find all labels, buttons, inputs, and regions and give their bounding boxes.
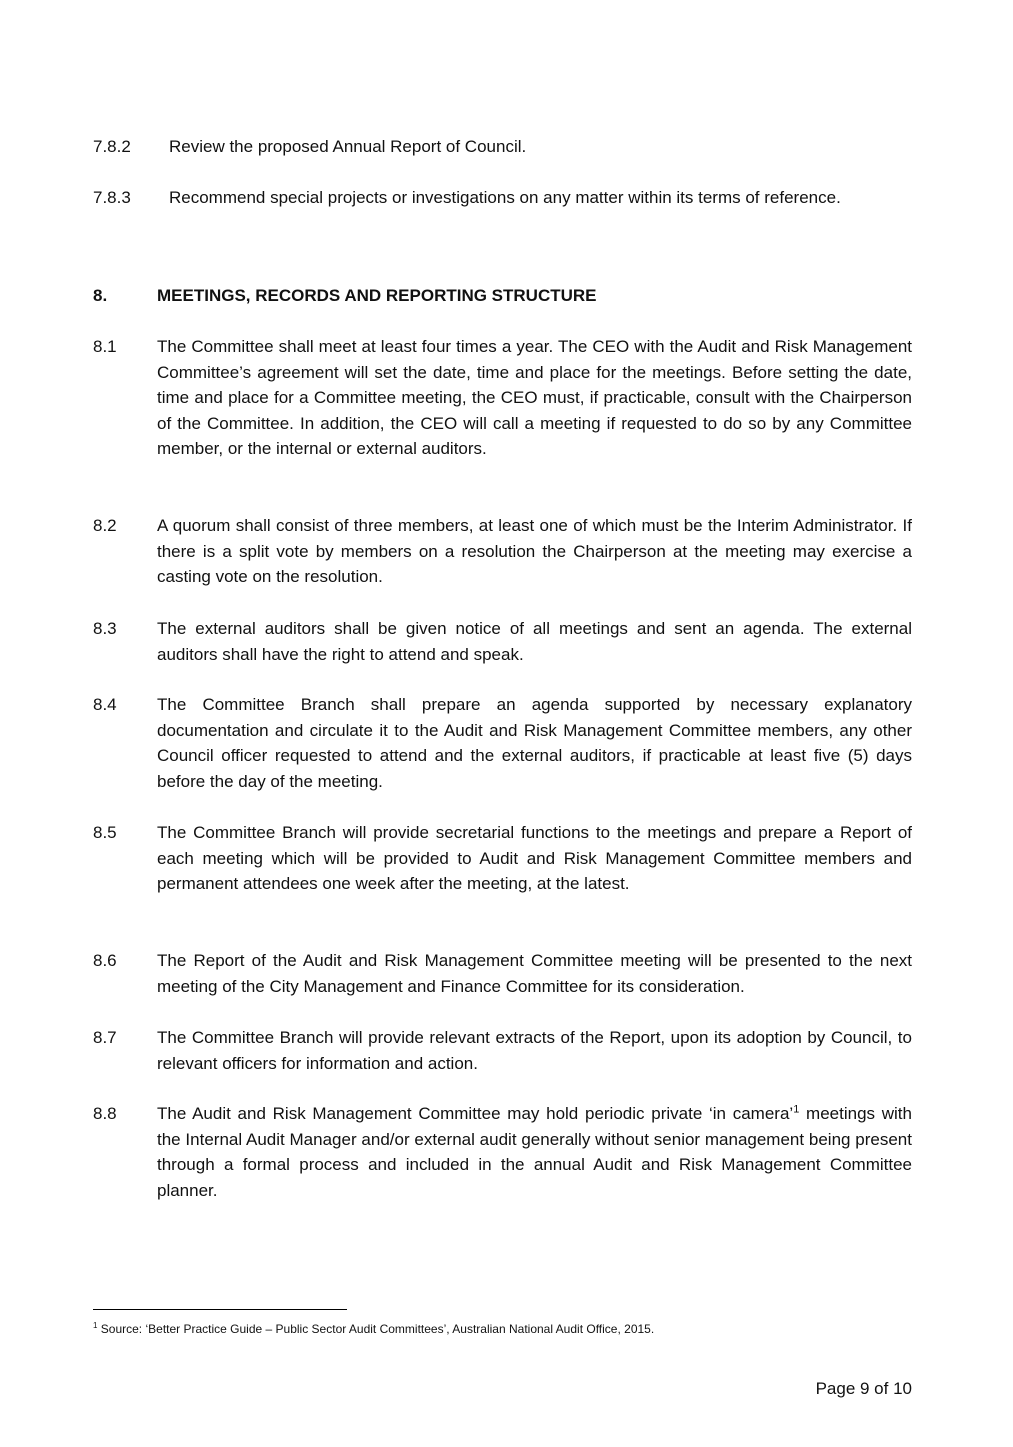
clause-number: 7.8.2 xyxy=(93,137,131,156)
clause-number: 8.5 xyxy=(93,823,117,842)
clause-number: 8.4 xyxy=(93,695,117,714)
footnote-text: Source: ‘Better Practice Guide – Public Sector Audit Committees’, Australian National Audit Office, 2015. xyxy=(97,1322,655,1336)
clause-number: 8.7 xyxy=(93,1028,117,1047)
clause-text: Recommend special projects or investigations on any matter within its terms of reference. xyxy=(169,188,841,207)
footnote-reference: 1 xyxy=(793,1103,800,1116)
clause-number: 8.2 xyxy=(93,516,117,535)
clause-text: The Committee Branch will provide relevant extracts of the Report, upon its adoption by Council, to relevant officers for information and action. xyxy=(157,1028,912,1073)
footnote-divider xyxy=(93,1309,347,1310)
clause-text: The Committee Branch will provide secretarial functions to the meetings and prepare a Report of each meeting which will be provided to Audit and Risk Management Committee members and permanent attendees one week after the meeting, at the latest. xyxy=(157,823,912,894)
clause-number: 8.6 xyxy=(93,951,117,970)
clause-number: 8.3 xyxy=(93,619,117,638)
clause-number: 8.8 xyxy=(93,1104,117,1123)
clause-number: 8.1 xyxy=(93,337,117,356)
clause-text: The external auditors shall be given notice of all meetings and sent an agenda. The external auditors shall have the right to attend and speak. xyxy=(157,619,912,664)
clause-text: The Committee shall meet at least four times a year. The CEO with the Audit and Risk Management Committee’s agreement will set the date, time and place for the meetings. Before setting the date, time and place for a Committee meeting, the CEO must, if practicable, consult with the Chairperson of the Committee. In addition, the CEO will call a meeting if requested to do so by any Committee member, or the internal or external auditors. xyxy=(157,337,912,459)
footnote xyxy=(93,1321,654,1337)
clause-number: 7.8.3 xyxy=(93,188,131,207)
clause-text: A quorum shall consist of three members, at least one of which must be the Interim Administrator. If there is a split vote by members on a resolution the Chairperson at the meeting may exercise a casting vote on the resolution. xyxy=(157,516,912,587)
clause-text: The Report of the Audit and Risk Management Committee meeting will be presented to the next meeting of the City Management and Finance Committee for its consideration. xyxy=(157,951,912,996)
page-number: Page 9 of 10 xyxy=(815,1379,912,1398)
section-number: 8. xyxy=(93,286,108,305)
clause-text: Review the proposed Annual Report of Council. xyxy=(169,137,527,156)
clause-text-part-1: The Audit and Risk Management Committee may hold periodic private ‘in camera’ xyxy=(157,1104,794,1123)
clause-text xyxy=(157,1101,912,1203)
footnote-marker: 1 xyxy=(93,1321,98,1330)
clause-text-part-2: meetings with the Internal Audit Manager and/or external audit generally without senior management being present through a formal process and included in the annual Audit and Risk Management Committee planner. xyxy=(157,1104,912,1200)
clause-text: The Committee Branch shall prepare an agenda supported by necessary explanatory documentation and circulate it to the Audit and Risk Management Committee members, any other Council officer requested to attend and the external auditors, if practicable at least five (5) days before the day of the meeting. xyxy=(157,695,912,791)
section-title: MEETINGS, RECORDS AND REPORTING STRUCTURE xyxy=(157,286,597,305)
